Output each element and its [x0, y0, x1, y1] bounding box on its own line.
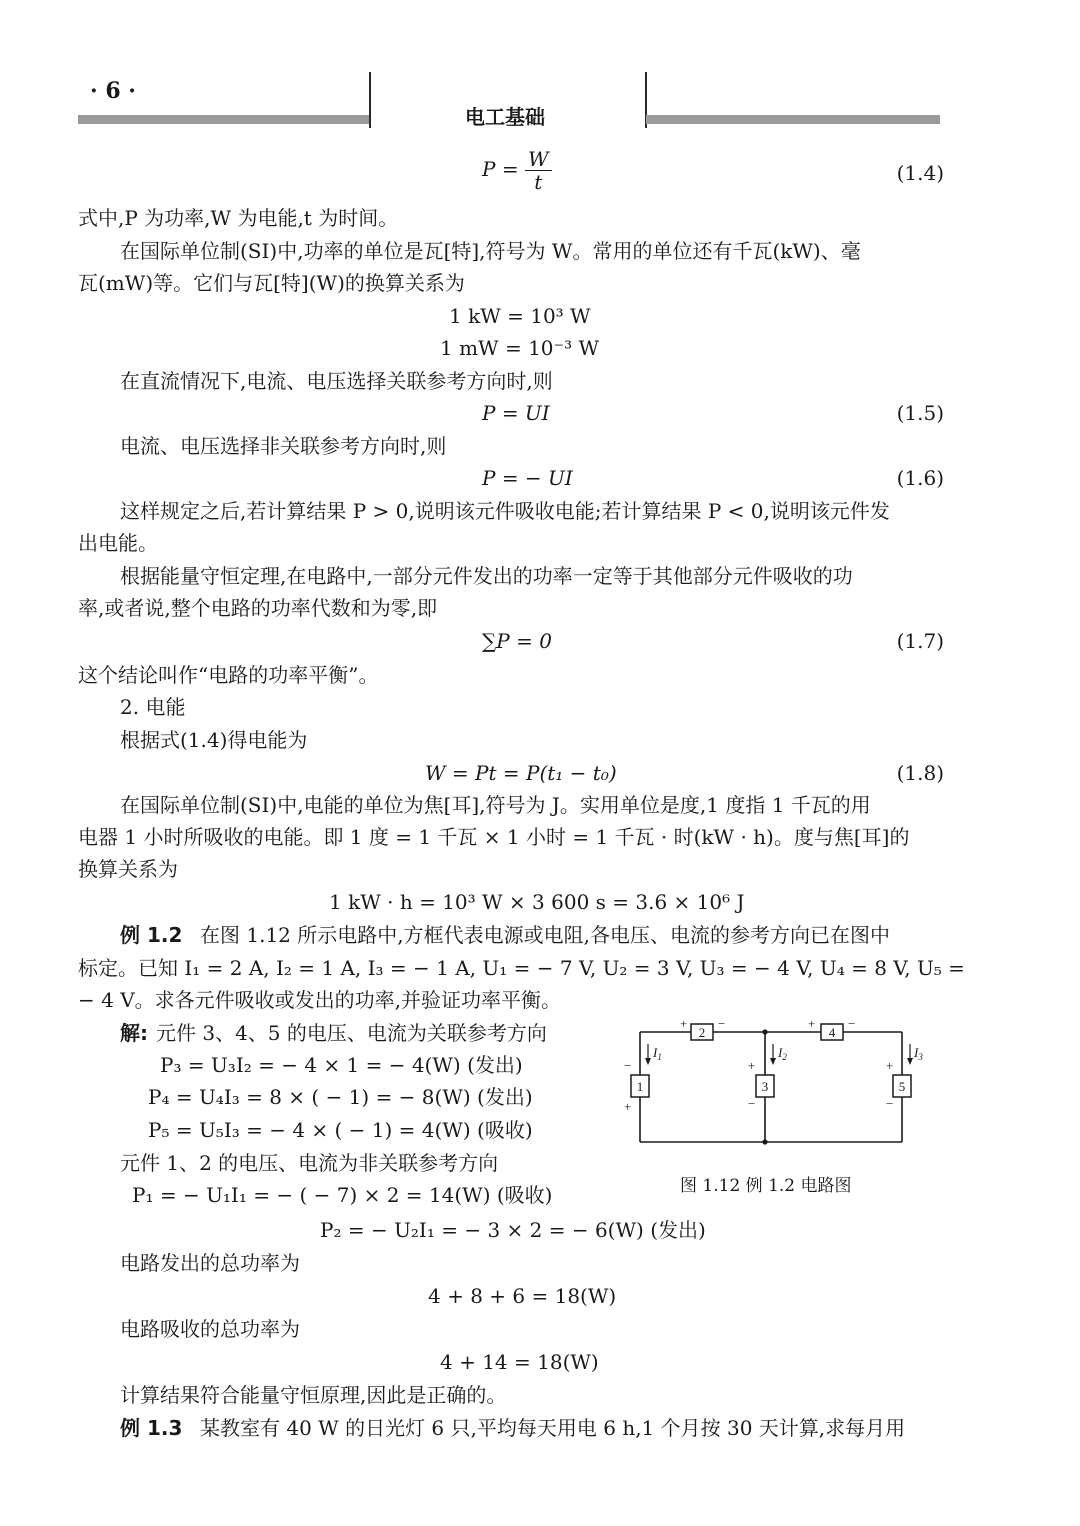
current-label-i3: $I_3$	[914, 1045, 923, 1062]
equation-kw: 1 kW = 10³ W	[449, 304, 591, 328]
header-divider-left	[369, 72, 371, 128]
element-1-label: 1	[636, 1079, 644, 1094]
example-1-2-line-2: 标定。已知 I₁ = 2 A, I₂ = 1 A, I₃ = − 1 A, U₁ = − 7 V, U₂ = 3 V, U₃ = − 4 V, U₄ = 8 V, U₅ =	[78, 956, 965, 980]
section-heading-2: 2. 电能	[120, 695, 186, 719]
total-out-equation: 4 + 8 + 6 = 18(W)	[428, 1284, 617, 1308]
paragraph-9-line-3: 换算关系为	[78, 857, 178, 881]
header-bar-left	[78, 115, 371, 124]
equation-kwh: 1 kW · h = 10³ W × 3 600 s = 3.6 × 10⁶ J	[329, 890, 745, 914]
paragraph-6-line-2: 率,或者说,整个电路的功率代数和为零,即	[78, 596, 438, 620]
paragraph-3: 在直流情况下,电流、电压选择关联参考方向时,则	[120, 369, 553, 393]
running-title: 电工基础	[465, 105, 545, 129]
conclusion: 计算结果符合能量守恒原理,因此是正确的。	[120, 1383, 507, 1407]
arrow-i3	[907, 1058, 913, 1065]
equation-1-7: ∑P = 0	[482, 629, 552, 653]
current-label-i1: $I_1$	[653, 1045, 662, 1062]
power-p3: P₃ = U₃I₂ = − 4 × 1 = − 4(W) (发出)	[160, 1053, 523, 1077]
polarity-plus-2: +	[680, 1016, 688, 1031]
figure-caption: 图 1.12 例 1.2 电路图	[680, 1176, 852, 1196]
polarity-minus-1: −	[624, 1058, 632, 1073]
current-label-i2: $I_2$	[778, 1045, 787, 1062]
equation-number-1-4: (1.4)	[896, 161, 944, 185]
solution-line-2: 元件 1、2 的电压、电流为非关联参考方向	[120, 1151, 499, 1175]
paragraph-9-line-1: 在国际单位制(SI)中,电能的单位为焦[耳],符号为 J。实用单位是度,1 度指 1 千瓦的用	[120, 793, 871, 817]
element-4-label: 4	[828, 1025, 836, 1040]
total-in-label: 电路吸收的总功率为	[120, 1317, 300, 1341]
polarity-minus-3: −	[748, 1096, 756, 1111]
fraction-denominator: t	[534, 170, 543, 194]
polarity-plus-5: +	[886, 1058, 894, 1073]
equation-mw: 1 mW = 10⁻³ W	[440, 336, 600, 360]
power-p2: P₂ = − U₂I₁ = − 3 × 2 = − 6(W) (发出)	[320, 1218, 706, 1242]
example-1-2-line-1: 在图 1.12 所示电路中,方框代表电源或电阻,各电压、电流的参考方向已在图中	[200, 923, 890, 947]
example-1-2-line-3: − 4 V。求各元件吸收或发出的功率,并验证功率平衡。	[78, 988, 561, 1012]
paragraph-9-line-2: 电器 1 小时所吸收的电能。即 1 度 = 1 千瓦 × 1 小时 = 1 千瓦 · 时(kW · h)。度与焦[耳]的	[78, 825, 910, 849]
polarity-minus-5: −	[886, 1096, 894, 1111]
example-1-3-line-1: 某教室有 40 W 的日光灯 6 只,平均每天用电 6 h,1 个月按 30 天计算,求每月用	[200, 1416, 906, 1440]
solution-label: 解:	[120, 1021, 148, 1045]
paragraph-8: 根据式(1.4)得电能为	[120, 728, 308, 752]
fraction-numerator: W	[525, 148, 552, 171]
paragraph-5-line-1: 这样规定之后,若计算结果 P > 0,说明该元件吸收电能;若计算结果 P < 0,说明该元件发	[120, 499, 890, 523]
circuit-diagram	[610, 1010, 930, 1160]
element-5-label: 5	[898, 1079, 906, 1094]
power-p4: P₄ = U₄I₃ = 8 × ( − 1) = − 8(W) (发出)	[148, 1085, 533, 1109]
equation-1-5: P = UI	[482, 401, 550, 425]
equation-1-4: P = $\frac{W}{t}$	[482, 148, 552, 193]
total-in-equation: 4 + 14 = 18(W)	[440, 1350, 599, 1374]
paragraph-7: 这个结论叫作“电路的功率平衡”。	[78, 663, 379, 687]
element-3-label: 3	[761, 1079, 769, 1094]
header-bar-right	[646, 115, 940, 124]
example-1-2-label: 例 1.2	[120, 923, 183, 947]
paragraph-6-line-1: 根据能量守恒定理,在电路中,一部分元件发出的功率一定等于其他部分元件吸收的功	[120, 564, 853, 588]
equation-number-1-6: (1.6)	[896, 466, 944, 490]
junction-node-top	[762, 1029, 767, 1034]
equation-number-1-5: (1.5)	[896, 401, 944, 425]
paragraph-1: 式中,P 为功率,W 为电能,t 为时间。	[78, 206, 399, 230]
polarity-plus-3: +	[748, 1058, 756, 1073]
power-p1: P₁ = − U₁I₁ = − ( − 7) × 2 = 14(W) (吸收)	[132, 1183, 553, 1207]
equation-1-8: W = Pt = P(t₁ − t₀)	[425, 761, 617, 785]
paragraph-2-line-1: 在国际单位制(SI)中,功率的单位是瓦[特],符号为 W。常用的单位还有千瓦(kW)、毫	[120, 239, 861, 263]
equation-1-6: P = − UI	[482, 466, 573, 490]
example-1-3-label: 例 1.3	[120, 1416, 183, 1440]
page-number: · 6 ·	[90, 78, 136, 104]
solution-line-1: 元件 3、4、5 的电压、电流为关联参考方向	[156, 1021, 547, 1045]
arrow-i2	[770, 1058, 776, 1065]
equation-number-1-8: (1.8)	[896, 761, 944, 785]
polarity-plus-4: +	[808, 1016, 816, 1031]
element-2-label: 2	[698, 1025, 706, 1040]
equation-number-1-7: (1.7)	[896, 629, 944, 653]
arrow-i1	[645, 1058, 651, 1065]
paragraph-2-line-2: 瓦(mW)等。它们与瓦[特](W)的换算关系为	[78, 271, 465, 295]
paragraph-5-line-2: 出电能。	[78, 531, 158, 555]
total-out-label: 电路发出的总功率为	[120, 1251, 300, 1275]
power-p5: P₅ = U₅I₃ = − 4 × ( − 1) = 4(W) (吸收)	[148, 1118, 533, 1142]
polarity-minus-4: −	[848, 1016, 856, 1031]
polarity-minus-2: −	[718, 1016, 726, 1031]
junction-node-bottom	[762, 1139, 767, 1144]
paragraph-4: 电流、电压选择非关联参考方向时,则	[120, 434, 447, 458]
polarity-plus-1: +	[624, 1099, 632, 1114]
